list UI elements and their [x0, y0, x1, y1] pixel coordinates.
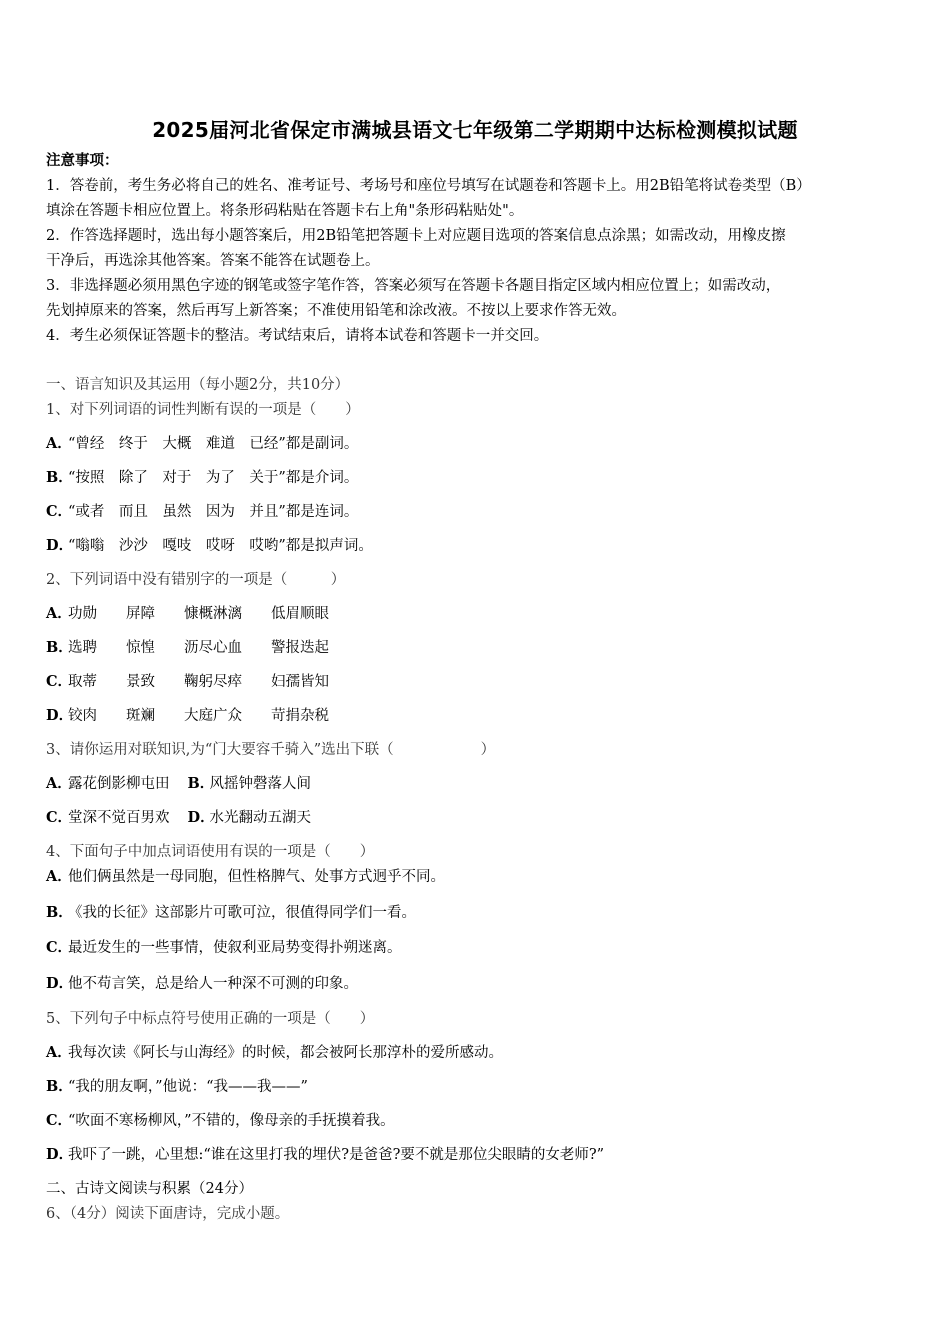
option — [46, 469, 358, 487]
option-label: D． — [187, 809, 215, 826]
option-text: 他们俩虽然是一母同胞，但性格脾气、处事方式迥乎不同。 — [68, 869, 445, 885]
option-text: “曾经 终于 大概 难道 已经”都是副词。 — [68, 436, 359, 452]
option-text: 最近发生的一些事情，使叙利亚局势变得扑朔迷离。 — [68, 940, 402, 956]
option — [46, 605, 329, 623]
notice-line: 填涂在答题卡相应位置上。将条形码粘贴在答题卡右上角"条形码粘贴处"。 — [46, 203, 524, 219]
option — [46, 939, 402, 957]
notice-line: 2．作答选择题时，选出每小题答案后，用2B铅笔把答题卡上对应题目选项的答案信息点涂黑；如需改动，用橡皮擦 — [46, 228, 786, 244]
option-label: D． — [46, 975, 74, 992]
option-text: 取蒂 景致 鞠躬尽瘁 妇孺皆知 — [68, 674, 329, 690]
option-text: 《我的长征》这部影片可歌可泣，很值得同学们一看。 — [68, 905, 416, 921]
option-label: A． — [46, 435, 72, 452]
option — [46, 904, 416, 922]
option-text: “我的朋友啊，”他说：“我——我——” — [68, 1079, 308, 1095]
option — [46, 537, 373, 555]
notice-line: 4．考生必须保证答题卡的整洁。考试结束后，请将本试卷和答题卡一并交回。 — [46, 328, 549, 344]
option — [46, 673, 329, 691]
option — [46, 1146, 604, 1164]
option-label: C． — [46, 673, 73, 690]
option-label: C． — [46, 939, 73, 956]
option-text: “或者 而且 虽然 因为 并且”都是连词。 — [68, 504, 359, 520]
question-stem: 5、下列句子中标点符号使用正确的一项是（ ） — [46, 1011, 375, 1027]
option-text: “吹面不寒杨柳风，”不错的，像母亲的手抚摸着我。 — [68, 1113, 395, 1129]
option-text: “嗡嗡 沙沙 嘎吱 哎呀 哎哟”都是拟声词。 — [68, 538, 373, 554]
option — [46, 975, 358, 993]
option — [46, 868, 445, 886]
option-label: A． — [46, 775, 72, 792]
option-label: C． — [46, 1112, 73, 1129]
option-label: C． — [46, 503, 73, 520]
option-text: 他不苟言笑，总是给人一种深不可测的印象。 — [68, 976, 358, 992]
option — [46, 435, 358, 453]
option-text: “按照 除了 对于 为了 关于”都是介词。 — [68, 470, 359, 486]
option-text: 露花倒影柳屯田 — [68, 776, 170, 792]
option-text: 我吓了一跳，心里想:“谁在这里打我的埋伏?是爸爸?要不就是那位尖眼睛的女老师?” — [68, 1147, 605, 1163]
option — [46, 1078, 308, 1096]
section-heading: 一、语言知识及其运用（每小题2分，共10分） — [46, 377, 350, 393]
option-label: B． — [46, 1078, 73, 1095]
question-stem: 4、下面句子中加点词语使用有误的一项是（ ） — [46, 844, 375, 860]
option-row — [46, 809, 311, 827]
option — [46, 1112, 395, 1130]
option — [46, 639, 329, 657]
notice-line: 3．非选择题必须用黑色字迹的钢笔或签字笔作答，答案必须写在答题卡各题目指定区域内相应位置上；如需改动， — [46, 278, 781, 294]
option — [46, 707, 329, 725]
option-label: A． — [46, 1044, 72, 1061]
option — [46, 1044, 503, 1062]
option-text: 我每次读《阿长与山海经》的时候，都会被阿长那淳朴的爱所感动。 — [68, 1045, 503, 1061]
option-label: A． — [46, 868, 72, 885]
option — [46, 503, 358, 521]
option-text: 功勋 屏障 慷概淋漓 低眉顺眼 — [68, 606, 329, 622]
option-label: D． — [46, 707, 74, 724]
option-text: 堂深不觉百男欢 — [68, 810, 170, 826]
option-text: 风摇钟磬落人间 — [209, 776, 311, 792]
option-label: D． — [46, 537, 74, 554]
notice-heading: 注意事项： — [46, 152, 119, 169]
option-text: 铰肉 斑斓 大庭广众 苛捐杂税 — [68, 708, 329, 724]
question-stem: 2、下列词语中没有错别字的一项是（ ） — [46, 572, 346, 588]
option-label: A． — [46, 605, 72, 622]
page-title: 2025届河北省保定市满城县语文七年级第二学期期中达标检测模拟试题 — [152, 118, 798, 142]
notice-line: 1．答卷前，考生务必将自己的姓名、准考证号、考场号和座位号填写在试题卷和答题卡上。用2B铅笔将试卷类型（B） — [46, 178, 811, 194]
option-text: 选聘 惊惶 沥尽心血 警报迭起 — [68, 640, 329, 656]
question-stem: 3、请你运用对联知识,为“门大要容千骑入”选出下联（ ） — [46, 742, 496, 758]
option-label: B． — [46, 469, 73, 486]
option-row — [46, 775, 311, 793]
question-stem: 6、（4分）阅读下面唐诗，完成小题。 — [46, 1206, 290, 1222]
option-label: D． — [46, 1146, 74, 1163]
section-heading: 二、古诗文阅读与积累（24分） — [46, 1181, 253, 1197]
notice-line: 干净后，再选涂其他答案。答案不能答在试题卷上。 — [46, 253, 380, 269]
option-label: B． — [46, 639, 73, 656]
question-stem: 1、对下列词语的词性判断有误的一项是（ ） — [46, 402, 360, 418]
option-label: C． — [46, 809, 73, 826]
option-label: B． — [187, 775, 215, 792]
option-text: 水光翻动五湖天 — [209, 810, 311, 826]
option-label: B． — [46, 904, 73, 921]
notice-line: 先划掉原来的答案，然后再写上新答案；不准使用铅笔和涂改液。不按以上要求作答无效。 — [46, 303, 626, 319]
